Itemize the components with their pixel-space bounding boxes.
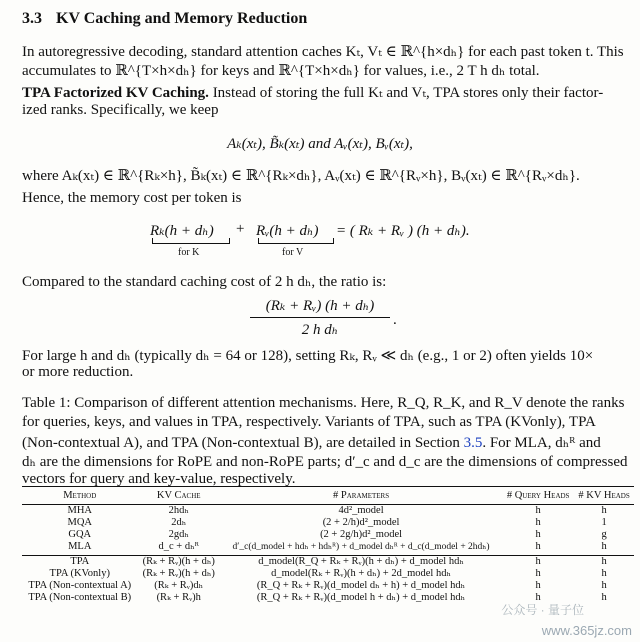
cell: h	[601, 556, 607, 567]
cell: TPA	[70, 556, 90, 567]
eq-term-k: Rₖ(h + dₕ)	[150, 223, 214, 239]
cell: d_c + dₕᴿ	[138, 541, 220, 556]
para1-line2: accumulates to ℝ^{T×h×dₕ} for keys and ℝ^{T×h×dₕ} for values, i.e., 2 T h dₕ total.	[22, 63, 540, 79]
underbrace-v	[258, 238, 334, 244]
col-method: Method	[22, 487, 138, 505]
table-row	[22, 541, 634, 556]
cell: h	[535, 529, 541, 540]
cell: h	[601, 505, 607, 516]
cell: h	[601, 592, 607, 603]
ratio-period: .	[393, 312, 397, 328]
large-line1: For large h and dₕ (typically dₕ = 64 or 128), setting Rₖ, Rᵥ ≪ dₕ (e.g., 1 or 2) often yields 10×	[22, 348, 594, 364]
label-for-v: for V	[282, 247, 304, 258]
cell: 2hdₕ	[168, 505, 189, 516]
eq-plus: +	[236, 221, 245, 237]
comparison-table	[22, 486, 634, 604]
para1-line1: In autoregressive decoding, standard attention caches Kₜ, Vₜ ∈ ℝ^{h×dₕ} for each past token t. This	[22, 44, 624, 60]
eq-rhs: = ( Rₖ + Rᵥ ) (h + dₕ).	[336, 223, 470, 239]
cell: h	[535, 517, 541, 528]
caption-line3	[22, 433, 601, 452]
caption-line2: for queries, keys, and values in TPA, respectively. Variants of TPA, such as TPA (KVonly), TPA	[22, 414, 596, 430]
ratio-fraction	[250, 296, 390, 339]
where-line: where Aₖ(xₜ) ∈ ℝ^{Rₖ×h}, B̃ₖ(xₜ) ∈ ℝ^{Rₖ×dₕ}, Aᵥ(xₜ) ∈ ℝ^{Rᵥ×h}, Bᵥ(xₜ) ∈ ℝ^{Rᵥ×dₕ}.	[22, 168, 580, 184]
para2-line1-text: Instead of storing the full Kₜ and Vₜ, TPA stores only their factor-	[208, 85, 604, 101]
para2-line1	[22, 83, 603, 102]
caption-line1: Table 1: Comparison of different attention mechanisms. Here, R_Q, R_K, and R_V denote the ranks	[22, 395, 625, 411]
col-parameters: # Parameters	[220, 487, 502, 505]
cell: TPA (KVonly)	[49, 568, 110, 579]
cell: h	[535, 556, 541, 567]
table-row	[22, 505, 634, 518]
cell: 4d²_model	[338, 505, 384, 516]
caption-line5: vectors for query and key-value, respectively.	[22, 471, 296, 487]
watermark-site: www.365jz.com	[541, 623, 632, 638]
cell: g	[601, 529, 607, 540]
cell: MLA	[22, 541, 138, 556]
cell: h	[535, 580, 541, 591]
caption-line3-end: . For MLA, dₕᴿ and	[482, 435, 601, 451]
cell: 2gdₕ	[168, 529, 189, 540]
table-header-row	[22, 487, 634, 505]
cell: (Rₖ + Rᵥ)(h + dₕ)	[142, 568, 215, 579]
large-line2: or more reduction.	[22, 364, 134, 380]
cell: h	[601, 580, 607, 591]
cell: TPA (Non-contextual B)	[28, 592, 132, 603]
cell: (Rₖ + Rᵥ)h	[156, 592, 201, 603]
cell: (R_Q + Rₖ + Rᵥ)(d_model h + dₕ) + d_model hdₕ	[256, 592, 466, 603]
cell: (Rₖ + Rᵥ)(h + dₕ)	[142, 556, 215, 567]
cell: (R_Q + Rₖ + Rᵥ)(d_model dₕ + h) + d_model hdₕ	[256, 580, 466, 591]
eq-term-v: Rᵥ(h + dₕ)	[256, 223, 319, 239]
underbrace-k	[152, 238, 230, 244]
ratio-numerator: (Rₖ + Rᵥ) (h + dₕ)	[265, 298, 375, 314]
cell: (2 + 2g/h)d²_model	[320, 529, 403, 540]
col-kv-cache: KV Cache	[138, 487, 220, 505]
cell: h	[535, 505, 541, 516]
cell: h	[601, 568, 607, 579]
cell: d′_c(d_model + hdₕ + hdₕᴿ) + d_model dₕᴿ + d_c(d_model + 2hdₕ)	[220, 541, 502, 556]
compare-line: Compared to the standard caching cost of 2 h dₕ, the ratio is:	[22, 274, 387, 290]
caption-line3-text: (Non-contextual A), and TPA (Non-contextual B), are detailed in Section	[22, 435, 464, 451]
table-row	[22, 568, 634, 580]
equation-factors: Aₖ(xₜ), B̃ₖ(xₜ) and Aᵥ(xₜ), Bᵥ(xₜ),	[227, 136, 413, 152]
cell: d_model(R_Q + Rₖ + Rᵥ)(h + dₕ) + d_model hdₕ	[258, 556, 464, 567]
section-heading	[22, 10, 307, 28]
para2-heading: TPA Factorized KV Caching.	[22, 85, 209, 101]
hence-line: Hence, the memory cost per token is	[22, 190, 242, 206]
table-row	[22, 556, 634, 569]
cell: h	[535, 568, 541, 579]
cell: h	[502, 541, 574, 556]
section-number: 3.3	[22, 10, 42, 27]
section-link[interactable]: 3.5	[463, 435, 483, 451]
cell: MHA	[67, 505, 92, 516]
table-row	[22, 580, 634, 592]
table-row	[22, 517, 634, 529]
table-row	[22, 529, 634, 541]
cell: (2 + 2/h)d²_model	[322, 517, 400, 528]
watermark-brand: 公众号 · 量子位	[501, 603, 584, 617]
cell: 2dₕ	[171, 517, 187, 528]
col-kv-heads: # KV Heads	[574, 487, 634, 505]
ratio-denominator: 2 h dₕ	[250, 317, 390, 339]
para2-line2: ized ranks. Specifically, we keep	[22, 102, 219, 118]
cell: (Rₖ + Rᵥ)dₕ	[154, 580, 204, 591]
cell: 1	[601, 517, 607, 528]
cell: MQA	[67, 517, 92, 528]
label-for-k: for K	[178, 247, 200, 258]
col-query-heads: # Query Heads	[502, 487, 574, 505]
cell: h	[535, 592, 541, 603]
caption-line4: dₕ are the dimensions for RoPE and non-RoPE parts; d′_c and d_c are the dimensions of compressed	[22, 454, 628, 470]
section-title: KV Caching and Memory Reduction	[56, 10, 308, 27]
cell: GQA	[68, 529, 92, 540]
cell: d_model(Rₖ + Rᵥ)(h + dₕ) + 2d_model hdₕ	[271, 568, 451, 579]
cell: h	[574, 541, 634, 556]
cell: TPA (Non-contextual A)	[28, 580, 132, 591]
